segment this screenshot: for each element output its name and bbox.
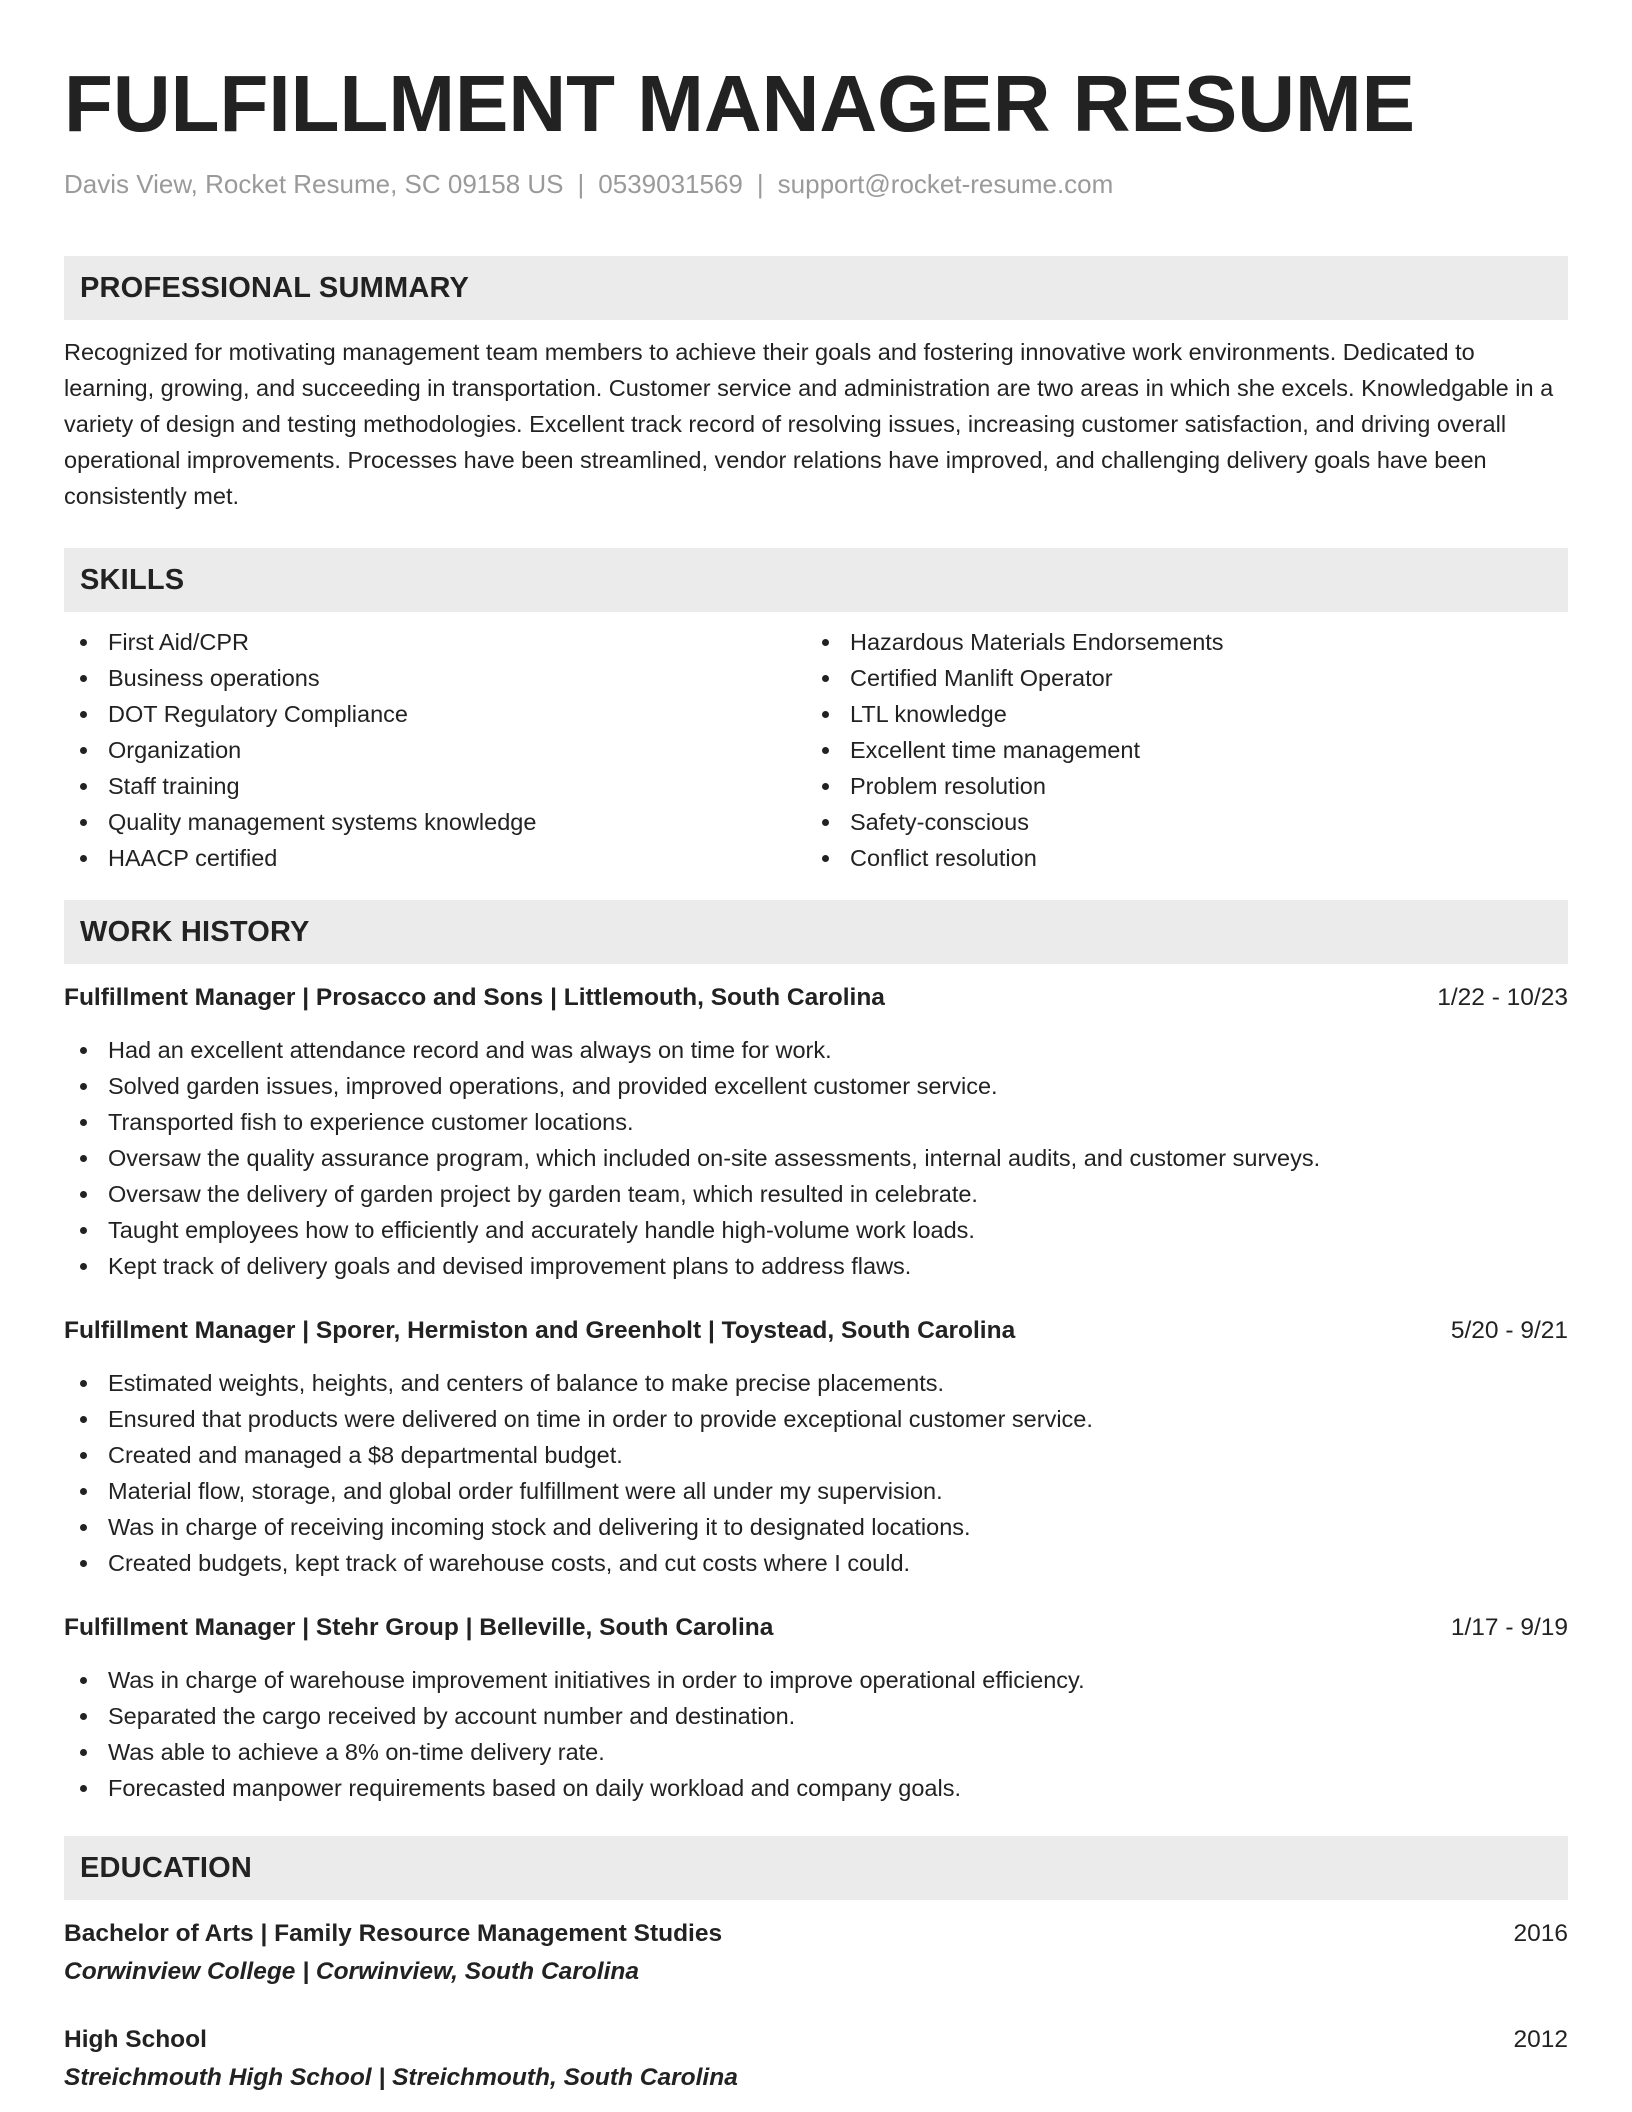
contact-separator: | (577, 169, 585, 199)
job-bullet: Created and managed a $8 departmental budget. (64, 1437, 1568, 1473)
job-title: Fulfillment Manager | Prosacco and Sons | Littlemouth, South Carolina (64, 984, 885, 1011)
job-dates: 1/22 - 10/23 (1437, 984, 1568, 1011)
resume-page (64, 0, 1568, 2096)
skill-item: Certified Manlift Operator (806, 660, 1548, 696)
education-school: Corwinview College | Corwinview, South Carolina (64, 1958, 639, 1985)
job-entry (64, 1610, 1568, 1806)
section-heading-summary: PROFESSIONAL SUMMARY (64, 256, 1568, 320)
skill-item: LTL knowledge (806, 696, 1548, 732)
skill-item: Problem resolution (806, 768, 1548, 804)
skill-item: Quality management systems knowledge (64, 804, 806, 840)
education-header (64, 1916, 1568, 1952)
skill-item: Conflict resolution (806, 840, 1548, 876)
skill-item: Business operations (64, 660, 806, 696)
job-entry (64, 980, 1568, 1284)
education-year: 2012 (1513, 2026, 1568, 2053)
job-bullets (64, 1662, 1568, 1806)
job-bullet: Created budgets, kept track of warehouse costs, and cut costs where I could. (64, 1545, 1568, 1581)
contact-separator: | (756, 169, 764, 199)
job-title: Fulfillment Manager | Sporer, Hermiston and Greenholt | Toystead, South Carolina (64, 1317, 1016, 1344)
education-school: Streichmouth High School | Streichmouth, South Carolina (64, 2064, 738, 2091)
skill-item: Excellent time management (806, 732, 1548, 768)
education-degree: High School (64, 2026, 207, 2053)
education-entry (64, 2022, 1568, 2096)
job-dates: 5/20 - 9/21 (1450, 1317, 1568, 1344)
skill-item: DOT Regulatory Compliance (64, 696, 806, 732)
skill-item: First Aid/CPR (64, 624, 806, 660)
job-bullet: Estimated weights, heights, and centers of balance to make precise placements. (64, 1365, 1568, 1401)
job-dates: 1/17 - 9/19 (1450, 1614, 1568, 1641)
section-heading-work: WORK HISTORY (64, 900, 1568, 964)
job-header (64, 1610, 1568, 1646)
education-entry (64, 1916, 1568, 1990)
job-entry (64, 1313, 1568, 1581)
job-bullet: Ensured that products were delivered on time in order to provide exceptional customer service. (64, 1401, 1568, 1437)
skill-item: Organization (64, 732, 806, 768)
job-bullets (64, 1032, 1568, 1284)
job-bullet: Forecasted manpower requirements based on daily workload and company goals. (64, 1770, 1568, 1806)
job-bullet: Had an excellent attendance record and was always on time for work. (64, 1032, 1568, 1068)
contact-email: support@rocket-resume.com (777, 169, 1114, 199)
job-bullet: Solved garden issues, improved operations, and provided excellent customer service. (64, 1068, 1568, 1104)
skill-item: HAACP certified (64, 840, 806, 876)
job-bullet: Was in charge of receiving incoming stock and delivering it to designated locations. (64, 1509, 1568, 1545)
job-header (64, 980, 1568, 1016)
job-bullet: Transported fish to experience customer locations. (64, 1104, 1568, 1140)
contact-phone: 0539031569 (598, 169, 743, 199)
skills-column-right (806, 624, 1548, 876)
work-history-list (64, 980, 1568, 1806)
education-degree: Bachelor of Arts | Family Resource Management Studies (64, 1920, 723, 1947)
skills-column-left (64, 624, 806, 876)
job-title: Fulfillment Manager | Stehr Group | Belleville, South Carolina (64, 1614, 774, 1641)
section-heading-education: EDUCATION (64, 1836, 1568, 1900)
education-header (64, 2022, 1568, 2058)
education-year: 2016 (1513, 1920, 1568, 1947)
job-bullet: Kept track of delivery goals and devised improvement plans to address flaws. (64, 1248, 1568, 1284)
job-header (64, 1313, 1568, 1349)
contact-line (64, 167, 1568, 201)
job-bullet: Taught employees how to efficiently and accurately handle high-volume work loads. (64, 1212, 1568, 1248)
skill-item: Staff training (64, 768, 806, 804)
job-bullets (64, 1365, 1568, 1581)
summary-text: Recognized for motivating management team members to achieve their goals and fostering innovative work environments. Dedicated to learning, growing, and succeeding in transportation. Customer service and administration are two areas in which she excels. Knowledgable in a variety of design and testing methodologies. Excellent track record of resolving issues, increasing customer satisfaction, and driving overall operational improvements. Processes have been streamlined, vendor relations have improved, and challenging delivery goals have been consistently met. (64, 339, 1554, 509)
section-heading-skills: SKILLS (64, 548, 1568, 612)
contact-address: Davis View, Rocket Resume, SC 09158 US (64, 169, 564, 199)
skills-list (64, 624, 1568, 876)
job-bullet: Oversaw the quality assurance program, which included on-site assessments, internal audits, and customer surveys. (64, 1140, 1568, 1176)
job-bullet: Oversaw the delivery of garden project by garden team, which resulted in celebrate. (64, 1176, 1568, 1212)
job-bullet: Was able to achieve a 8% on-time delivery rate. (64, 1734, 1568, 1770)
skill-item: Safety-conscious (806, 804, 1548, 840)
education-list (64, 1916, 1568, 2096)
skill-item: Hazardous Materials Endorsements (806, 624, 1548, 660)
job-bullet: Separated the cargo received by account number and destination. (64, 1698, 1568, 1734)
page-title: FULFILLMENT MANAGER RESUME (64, 59, 1416, 148)
job-bullet: Was in charge of warehouse improvement initiatives in order to improve operational efficiency. (64, 1662, 1568, 1698)
job-bullet: Material flow, storage, and global order fulfillment were all under my supervision. (64, 1473, 1568, 1509)
